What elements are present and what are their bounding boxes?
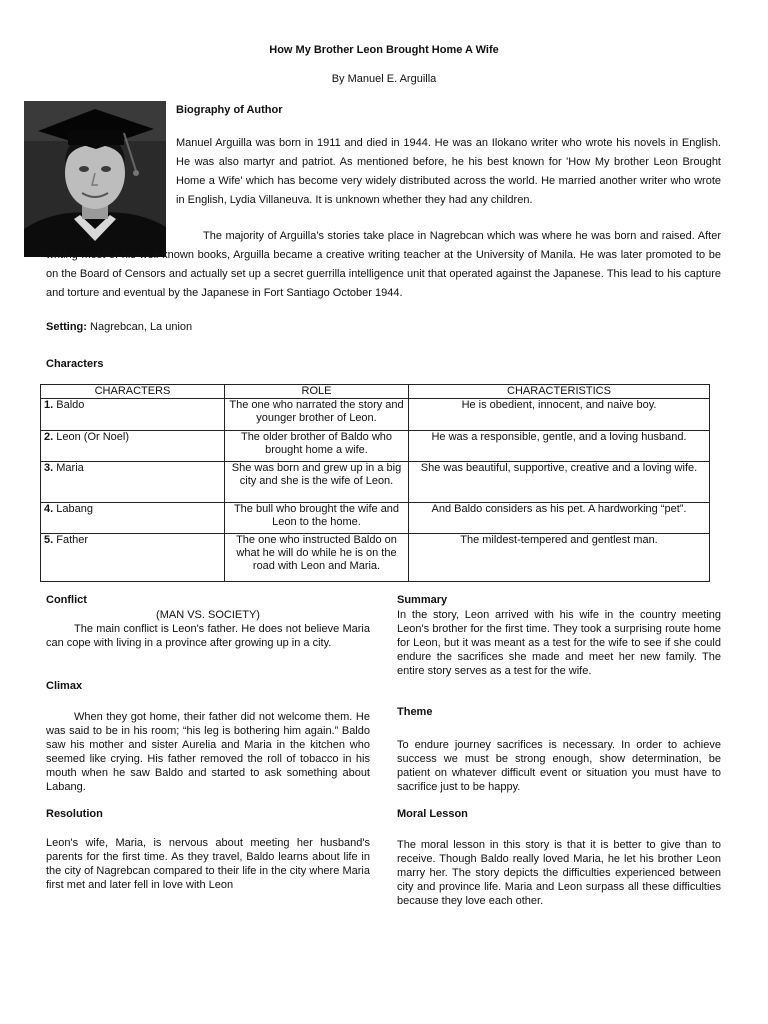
biography-paragraph-1: Manuel Arguilla was born in 1911 and died in 1944. He was an Ilokano writer who wrote his novels in English. He was also martyr and patriot. As mentioned before, he his best known for 'How My brother Leon Brought Home a Wife' which has become very widely distributed across the world. He married another writer who wrote in English, Lydia Villaneuva. It is unknown whether they had any children.: [176, 137, 721, 206]
traits-cell: And Baldo considers as his pet. A hardworking “pet”.: [409, 503, 710, 534]
conflict-heading: Conflict: [46, 594, 87, 606]
table-row: [41, 399, 710, 431]
climax-heading: Climax: [46, 680, 83, 692]
character-number: 2.: [44, 431, 54, 443]
character-number: 5.: [44, 534, 54, 546]
table-row: [41, 462, 710, 503]
character-cell: [41, 431, 225, 462]
character-number: 3.: [44, 462, 54, 474]
character-name: Baldo: [56, 399, 85, 411]
summary-heading: Summary: [397, 594, 448, 606]
climax-text: When they got home, their father did not welcome them. He was said to be in his room; “his leg is bothering him again.” Baldo saw his mother and sister Aurelia and Maria in the kitchen who seemed like crying. His father removed the roll of tobacco in his mouth when he saw Baldo and started to ask something about Labang.: [46, 711, 370, 793]
character-name: Maria: [56, 462, 84, 474]
theme-heading: Theme: [397, 706, 433, 718]
role-cell: She was born and grew up in a big city and she is the wife of Leon.: [225, 462, 409, 503]
resolution-text: Leon's wife, Maria, is nervous about meeting her husband's parents for the first time. As they travel, Baldo learns about life in the city of Nagrebcan compared to their life in the city where Maria first met and later fell in love with Leon: [46, 837, 370, 891]
table-row: [41, 431, 710, 462]
table-row: [41, 534, 710, 582]
setting-value: Nagrebcan, La union: [90, 321, 193, 333]
conflict-text: The main conflict is Leon's father. He does not believe Maria can cope with living in a province after growing up in a city.: [46, 623, 370, 649]
document-title: How My Brother Leon Brought Home A Wife: [269, 44, 499, 56]
biography-heading: Biography of Author: [176, 104, 283, 116]
traits-cell: He is obedient, innocent, and naive boy.: [409, 399, 710, 431]
characters-table: [40, 384, 710, 582]
column-header-characters: CHARACTERS: [41, 385, 225, 399]
character-name: Leon (Or Noel): [56, 431, 130, 443]
character-cell: [41, 503, 225, 534]
column-header-characteristics: CHARACTERISTICS: [409, 385, 710, 399]
document-author: By Manuel E. Arguilla: [331, 73, 437, 85]
traits-cell: She was beautiful, supportive, creative and a loving wife.: [409, 462, 710, 503]
setting-line: [46, 321, 192, 333]
character-cell: [41, 462, 225, 503]
moral-lesson-heading: Moral Lesson: [397, 808, 468, 820]
role-cell: The one who instructed Baldo on what he will do while he is on the road with Leon and Maria.: [225, 534, 409, 582]
character-name: Labang: [56, 503, 93, 515]
role-cell: The one who narrated the story and younger brother of Leon.: [225, 399, 409, 431]
theme-text: To endure journey sacrifices is necessary. In order to achieve success we must be strong enough, show determination, be patient on whatever difficult event or situation you must have to sacrifice just to be happy.: [397, 739, 721, 793]
biography-paragraph-2: The majority of Arguilla's stories take place in Nagrebcan which was where he was born and raised. After writing most of his well known books, Arguilla became a creative writing teacher at the University of Manila. He was later promoted to be on the Board of Censors and actually set up a secret guerrilla intelligence unit that operated against the Japanese. This lead to his capture and torture and eventual by the Japanese in Fort Santiago October 1944.: [46, 230, 721, 299]
moral-lesson-text: The moral lesson in this story is that it is better to give than to receive. Though Baldo really loved Maria, he let his brother Leon marry her. The story depicts the difficulties experienced between city and province life. Maria and Leon surpass all these difficulties because they love each other.: [397, 839, 721, 907]
character-number: 1.: [44, 399, 54, 411]
role-cell: The bull who brought the wife and Leon to the home.: [225, 503, 409, 534]
character-name: Father: [56, 534, 89, 546]
conflict-type: (MAN VS. SOCIETY): [156, 609, 260, 621]
setting-label: Setting:: [46, 321, 87, 333]
traits-cell: The mildest-tempered and gentlest man.: [409, 534, 710, 582]
character-cell: [41, 534, 225, 582]
traits-cell: He was a responsible, gentle, and a loving husband.: [409, 431, 710, 462]
character-number: 4.: [44, 503, 54, 515]
resolution-heading: Resolution: [46, 808, 103, 820]
summary-text: In the story, Leon arrived with his wife in the country meeting Leon's brother for the first time. They took a surprising route home for Leon, but it was meant as a test for the wife to see if she could endure the sacrifices she made and meet her new family. The entire story serves as a test for the wife.: [397, 609, 721, 677]
table-header-row: [41, 385, 710, 399]
character-cell: [41, 399, 225, 431]
characters-heading: Characters: [46, 358, 104, 370]
role-cell: The older brother of Baldo who brought home a wife.: [225, 431, 409, 462]
column-header-role: ROLE: [225, 385, 409, 399]
table-row: [41, 503, 710, 534]
